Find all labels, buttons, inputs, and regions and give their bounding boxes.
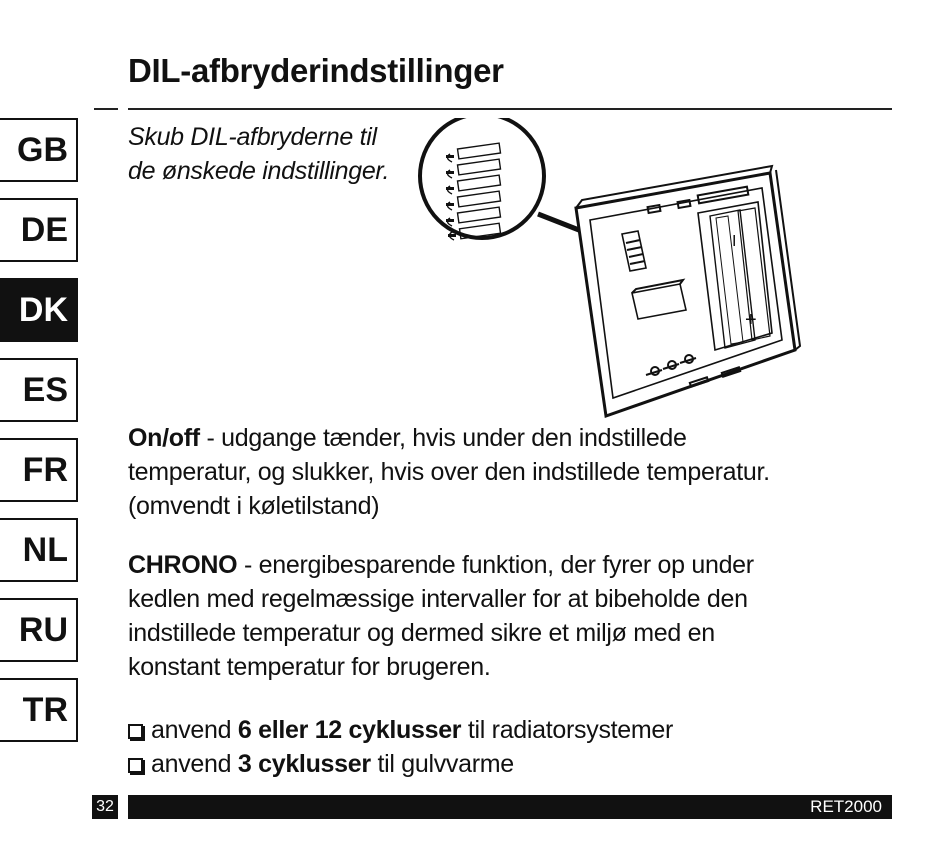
- intro-line-2: de ønskede indstillinger.: [128, 157, 390, 185]
- onoff-text: - udgange tænder, hvis under den indstillede: [199, 424, 687, 452]
- language-tab-nl[interactable]: NL: [0, 518, 78, 582]
- onoff-line-2: temperatur, og slukker, hvis over den indstillede temperatur.: [128, 458, 770, 486]
- list-item-2-pre: anvend: [151, 750, 238, 778]
- language-tab-de[interactable]: DE: [0, 198, 78, 262]
- chrono-line-3: indstillede temperatur og dermed sikre et miljø med en: [128, 619, 715, 647]
- battery-minus-label: I: [732, 233, 737, 250]
- onoff-line-3: (omvendt i køletilstand): [128, 492, 380, 520]
- list-item-2-bold: 3 cyklusser: [237, 750, 371, 778]
- list-item-1-post: til radiatorsystemer: [461, 716, 674, 744]
- battery-plus-label: +: [745, 309, 757, 331]
- language-tab-dk[interactable]: DK: [0, 278, 78, 342]
- onoff-term: On/off: [128, 424, 200, 452]
- chrono-text: - energibesparende funktion, der fyrer op under: [237, 551, 754, 579]
- checkbox-icon: [128, 724, 143, 739]
- header-rule: [128, 108, 892, 110]
- cycle-list: [128, 713, 888, 781]
- intro-line-1: Skub DIL-afbryderne til: [128, 123, 377, 151]
- language-tab-tr[interactable]: TR: [0, 678, 78, 742]
- checkbox-icon: [128, 758, 143, 773]
- thermostat-dip-switch-illustration: [410, 118, 810, 423]
- onoff-paragraph: [128, 421, 888, 523]
- model-name: RET2000: [810, 797, 882, 816]
- chrono-line-2: kedlen med regelmæssige intervaller for at bibeholde den: [128, 585, 748, 613]
- list-item: [128, 747, 888, 781]
- header-rule-left: [94, 108, 118, 110]
- footer-bar: [128, 795, 892, 819]
- chrono-line-4: konstant temperatur for brugeren.: [128, 653, 491, 681]
- language-tab-ru[interactable]: RU: [0, 598, 78, 662]
- chrono-term: CHRONO: [128, 551, 238, 579]
- language-tab-es[interactable]: ES: [0, 358, 78, 422]
- list-item-2-post: til gulvvarme: [370, 750, 514, 778]
- list-item: [128, 713, 888, 747]
- intro-instruction: [128, 120, 418, 188]
- thermostat-illustration-icon: [410, 118, 810, 423]
- page-title: DIL-afbryderindstillinger: [128, 52, 504, 89]
- language-tab-gb[interactable]: GB: [0, 118, 78, 182]
- list-item-1-pre: anvend: [151, 716, 238, 744]
- page-number: 32: [92, 795, 118, 819]
- language-tab-fr[interactable]: FR: [0, 438, 78, 502]
- chrono-paragraph: [128, 548, 888, 684]
- list-item-1-bold: 6 eller 12 cyklusser: [237, 716, 462, 744]
